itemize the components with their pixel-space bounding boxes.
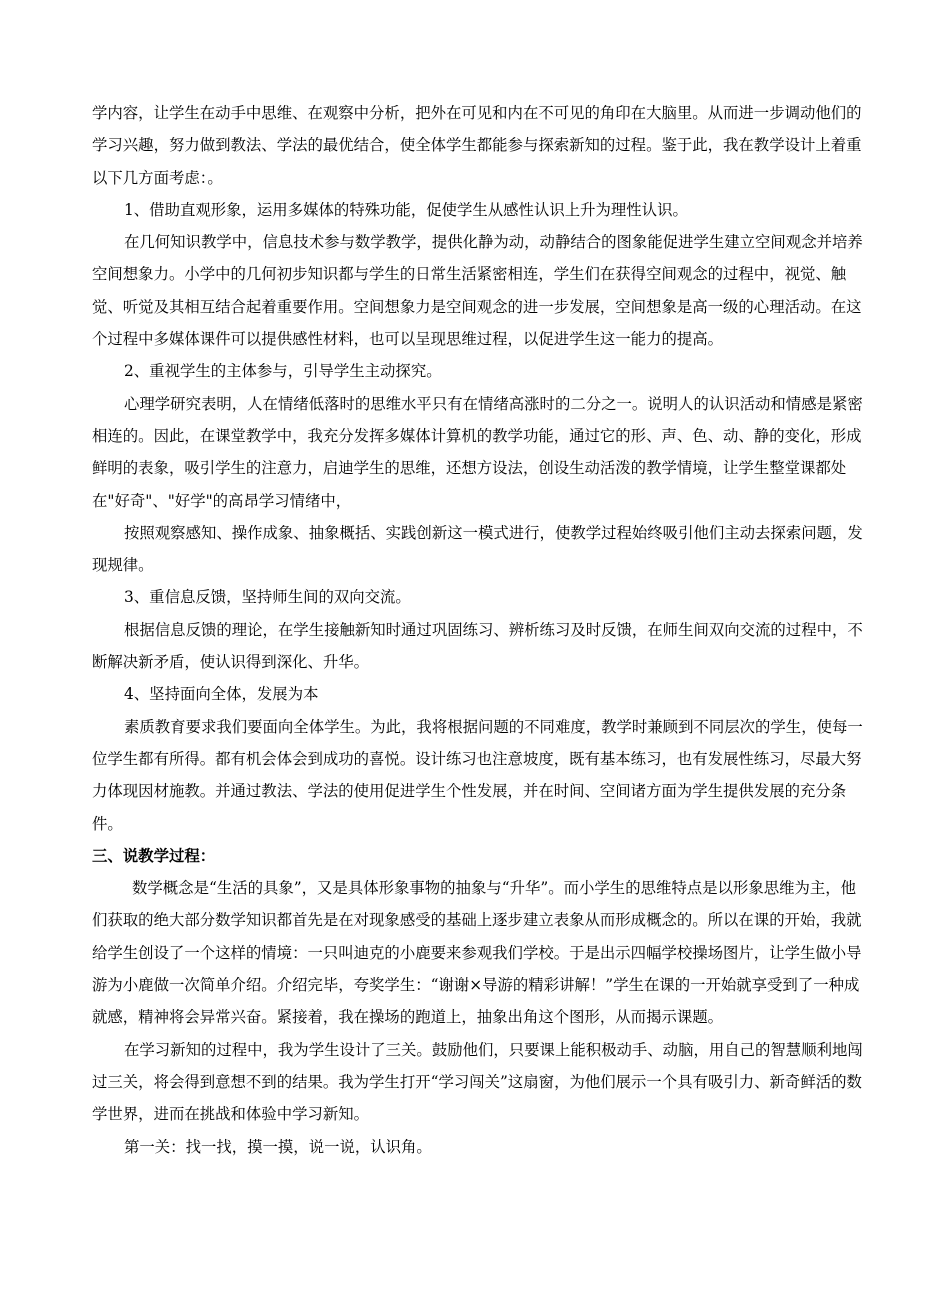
point-3-heading: 3、重信息反馈，坚持师生间的双向交流。 xyxy=(124,588,411,607)
paragraph-intro-continuation: 学内容，让学生在动手中思维、在观察中分析，把外在可见和内在不可见的角印在大脑里。从而进一步调动他们的学习兴趣，努力做到教法、学法的最优结合，使全体学生都能参与探索新知的过程。鉴于此，我在教学设计上着重以下几方面考虑：。 xyxy=(92,104,862,187)
point-2-body-continued: 按照观察感知、操作成象、抽象概括、实践创新这一模式进行，使教学过程始终吸引他们主动去探索问题，发现规律。 xyxy=(92,523,863,575)
point-1-heading: 1、借助直观形象，运用多媒体的特殊功能，促使学生从感性认识上升为理性认识。 xyxy=(124,200,688,219)
point-4-heading: 4、坚持面向全体，发展为本 xyxy=(124,685,319,704)
section-3-paragraph-1: 数学概念是“生活的具象”，又是具体形象事物的抽象与“升华”。而小学生的思维特点是以形象思维为主，他们获取的绝大部分数学知识都首先是在对现象感受的基础上逐步建立表象从而形成概念的。所以在课的开始，我就给学生创设了一个这样的情境：一只叫迪克的小鹿要来参观我们学校。于是出示四幅学校操场图片，让学生做小导游为小鹿做一次简单介绍。介绍完毕，夸奖学生：“谢谢×导游的精彩讲解！”学生在课的一开始就享受到了一种成就感，精神将会异常兴奋。紧接着，我在操场的跑道上，抽象出角这个图形，从而揭示课题。 xyxy=(92,879,862,1027)
point-2-heading: 2、重视学生的主体参与，引导学生主动探究。 xyxy=(124,362,442,381)
section-3-paragraph-2: 在学习新知的过程中，我为学生设计了三关。鼓励他们，只要课上能积极动手、动脑，用自己的智慧顺利地闯过三关，将会得到意想不到的结果。我为学生打开“学习闯关”这扇窗，为他们展示一个具有吸引力、新奇鲜活的数学世界，进而在挑战和体验中学习新知。 xyxy=(92,1040,863,1124)
point-3-body: 根据信息反馈的理论，在学生接触新知时通过巩固练习、辨析练习及时反馈，在师生间双向交流的过程中，不断解决新矛盾，使认识得到深化、升华。 xyxy=(92,620,863,672)
document-body xyxy=(92,97,864,1163)
point-1-body: 在几何知识教学中，信息技术参与数学教学，提供化静为动，动静结合的图象能促进学生建立空间观念并培养空间想象力。小学中的几何初步知识都与学生的日常生活紧密相连，学生们在获得空间观念的过程中，视觉、触觉、听觉及其相互结合起着重要作用。空间想象力是空间观念的进一步发展，空间想象是高一级的心理活动。在这个过程中多媒体课件可以提供感性材料，也可以呈现思维过程，以促进学生这一能力的提高。 xyxy=(92,233,863,349)
section-3-heading: 三、说教学过程： xyxy=(92,846,216,865)
point-2-body: 心理学研究表明，人在情绪低落时的思维水平只有在情绪高涨时的二分之一。说明人的认识活动和情感是紧密相连的。因此，在课堂教学中，我充分发挥多媒体计算机的教学功能，通过它的形、声、色、动、静的变化，形成鲜明的表象，吸引学生的注意力，启迪学生的思维，还想方设法，创设生动活泼的教学情境，让学生整堂课都处在"好奇"、"好学"的高昂学习情绪中， xyxy=(92,394,863,510)
point-4-body: 素质教育要求我们要面向全体学生。为此，我将根据问题的不同难度，教学时兼顾到不同层次的学生，使每一位学生都有所得。都有机会体会到成功的喜悦。设计练习也注意坡度，既有基本练习，也有发展性练习，尽最大努力体现因材施教。并通过教法、学法的使用促进学生个性发展，并在时间、空间诸方面为学生提供发展的充分条件。 xyxy=(92,717,863,833)
level-1-heading: 第一关：找一找，摸一摸，说一说，认识角。 xyxy=(124,1137,432,1156)
